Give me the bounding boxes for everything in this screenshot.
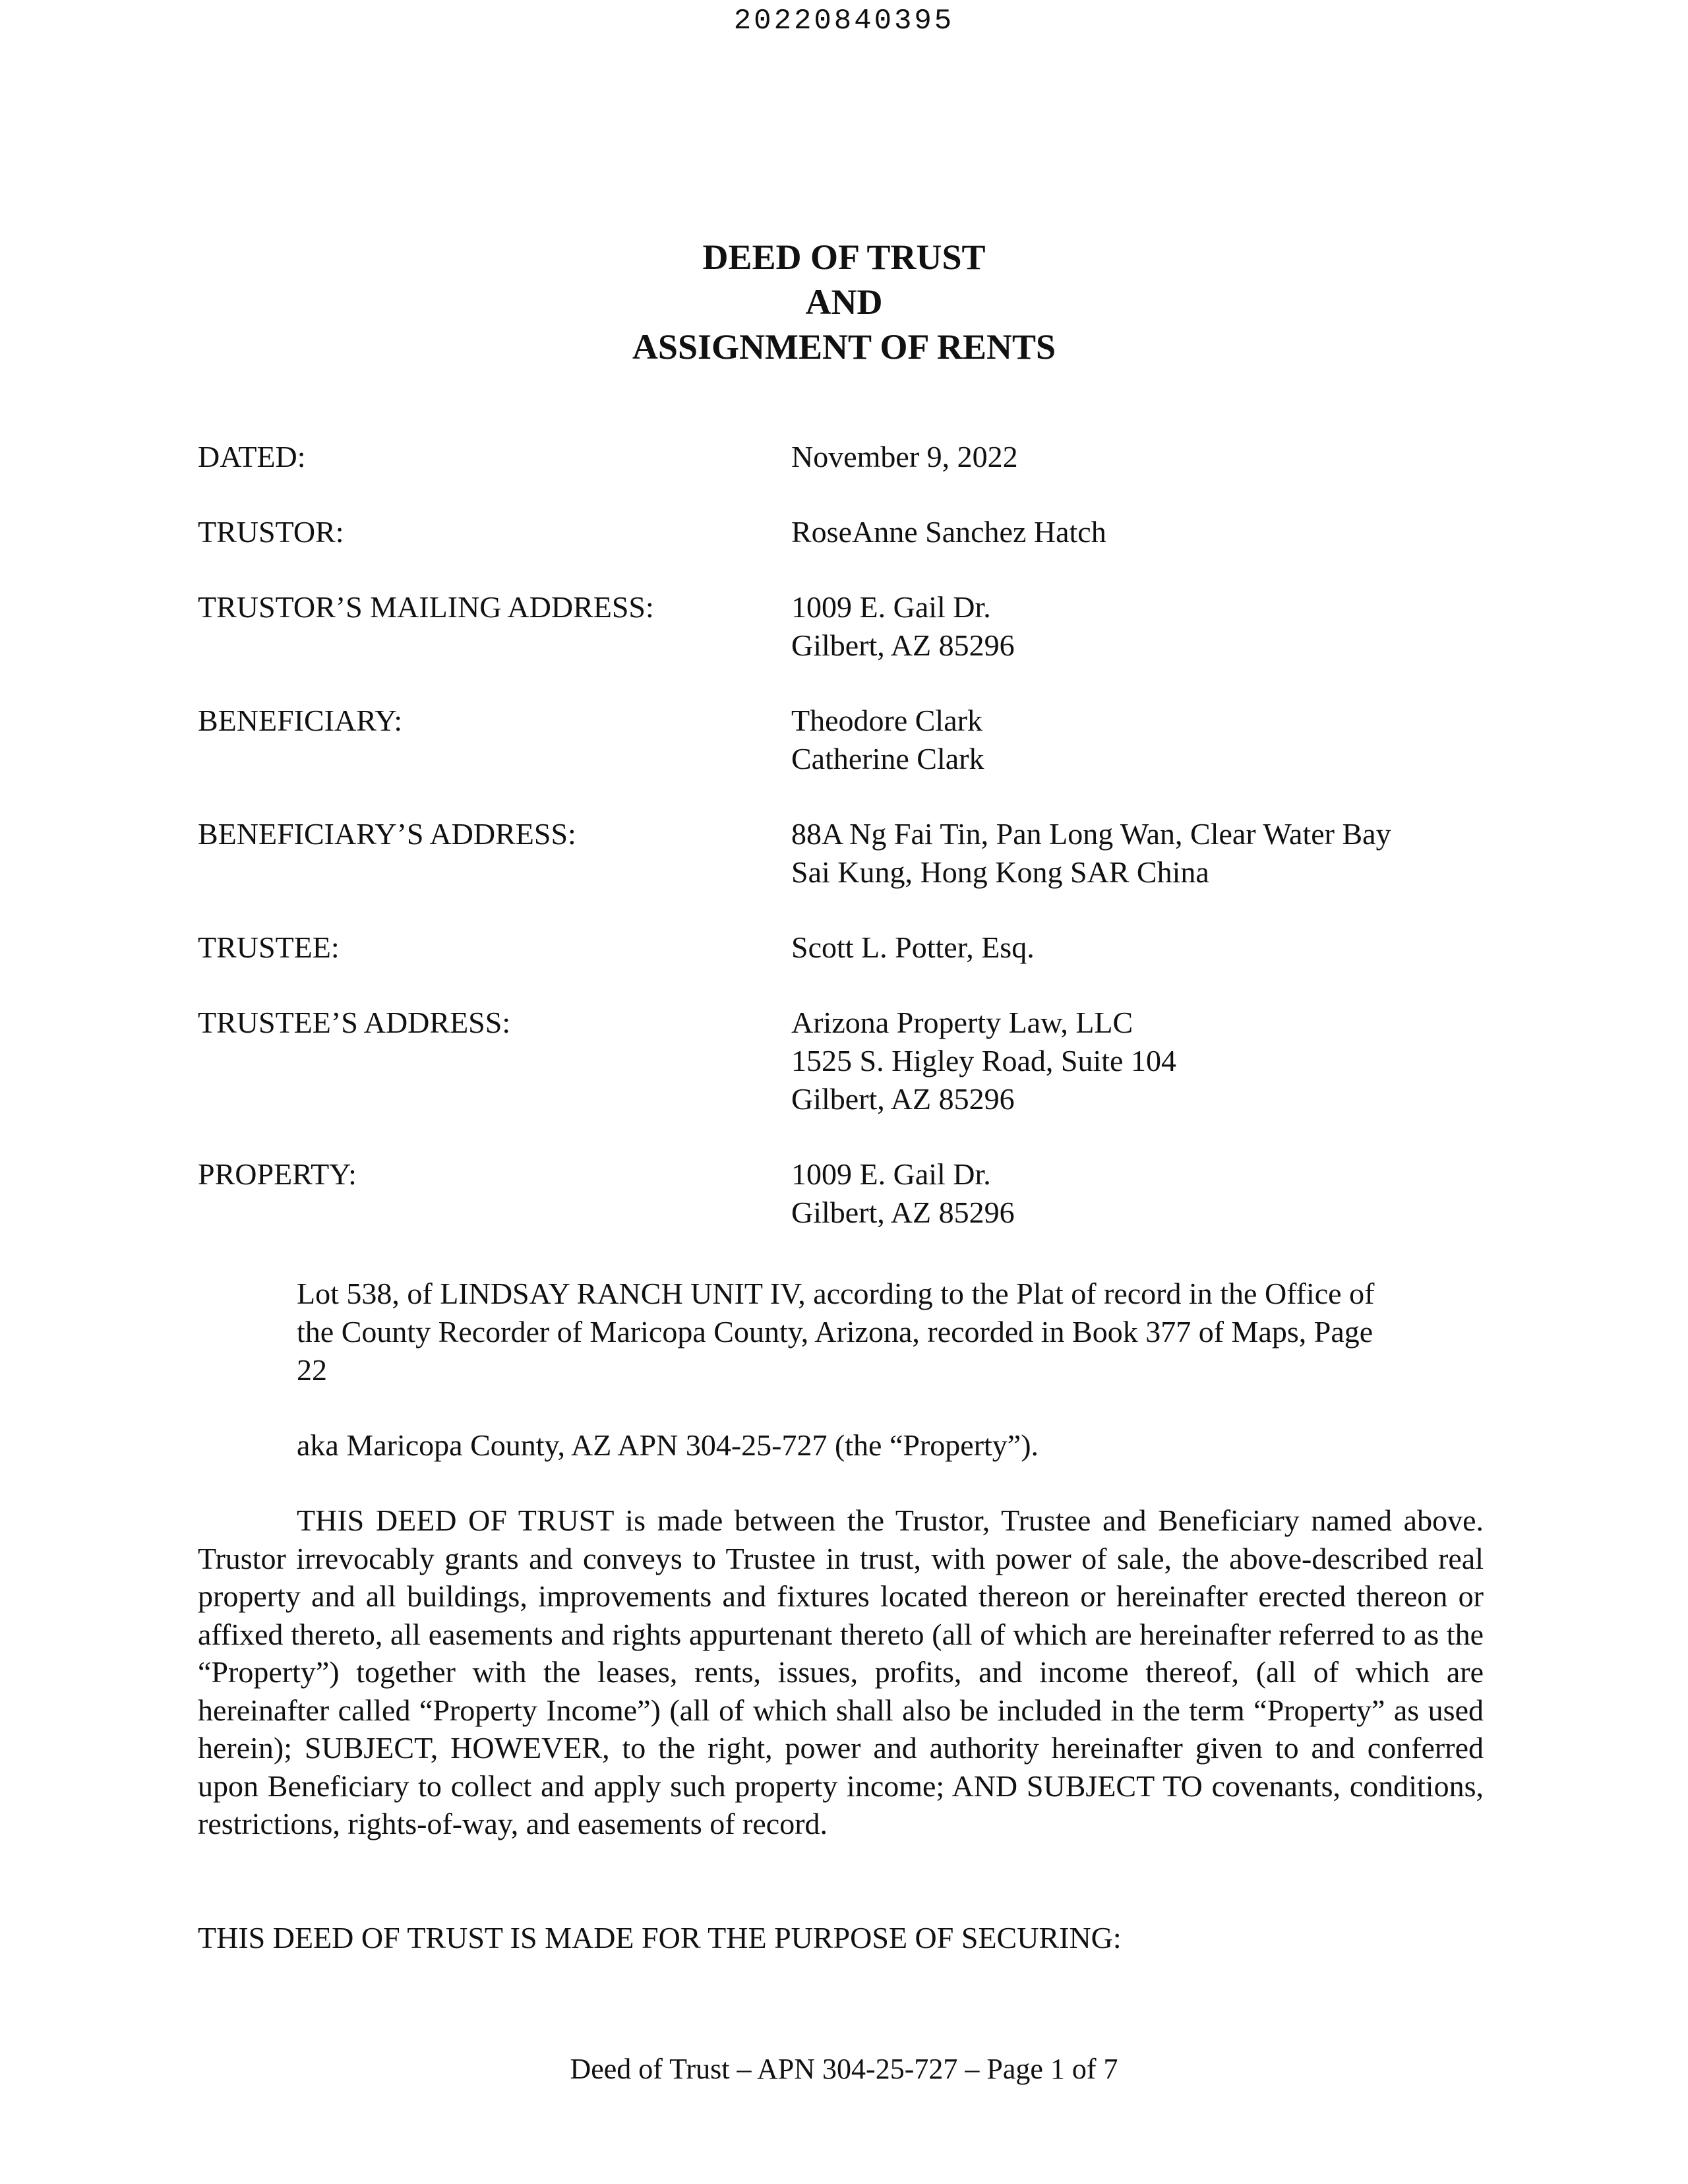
party-fields <box>198 438 1517 1269</box>
title-line-3: ASSIGNMENT OF RENTS <box>632 327 1056 367</box>
page-footer: Deed of Trust – APN 304-25-727 – Page 1 of 7 <box>570 2053 1118 2085</box>
field-value-line: Arizona Property Law, LLC <box>791 1006 1133 1039</box>
field-value-line: 1009 E. Gail Dr. <box>791 590 991 624</box>
field-label: BENEFICIARY: <box>198 704 403 737</box>
title-line-2: AND <box>805 282 883 322</box>
field-value <box>791 1155 1015 1232</box>
field-label: TRUSTEE: <box>198 930 340 964</box>
field-value-line: 1525 S. Higley Road, Suite 104 <box>791 1044 1176 1077</box>
field-value-line: Sai Kung, Hong Kong SAR China <box>791 855 1209 889</box>
field-value-line: RoseAnne Sanchez Hatch <box>791 515 1106 549</box>
securing-heading: THIS DEED OF TRUST IS MADE FOR THE PURPOSE OF SECURING: <box>198 1921 1122 1955</box>
field-value-line: 1009 E. Gail Dr. <box>791 1157 991 1191</box>
field-trustor <box>198 513 1517 551</box>
field-label: TRUSTOR’S MAILING ADDRESS: <box>198 590 654 624</box>
title-line-1: DEED OF TRUST <box>702 237 986 277</box>
field-value-line: Catherine Clark <box>791 742 984 775</box>
recording-number: 20220840395 <box>733 5 955 38</box>
field-value-line: Theodore Clark <box>791 704 982 737</box>
field-beneficiary <box>198 702 1517 778</box>
aka-apn: aka Maricopa County, AZ APN 304-25-727 (the “Property”). <box>297 1428 1039 1462</box>
field-trustor-mailing-address <box>198 588 1517 665</box>
field-value <box>791 1004 1176 1118</box>
field-property <box>198 1155 1517 1232</box>
field-value-line: Gilbert, AZ 85296 <box>791 1196 1015 1229</box>
field-trustee-address <box>198 1004 1517 1118</box>
field-label: PROPERTY: <box>198 1157 357 1191</box>
field-label: DATED: <box>198 440 306 473</box>
field-value-line: Scott L. Potter, Esq. <box>791 930 1035 964</box>
field-label: TRUSTEE’S ADDRESS: <box>198 1006 511 1039</box>
field-trustee <box>198 928 1517 967</box>
document-title <box>0 235 1688 369</box>
legal-description: Lot 538, of LINDSAY RANCH UNIT IV, according to the Plat of record in the Office of the County Recorder of Maricopa County, Arizona, recorded in Book 377 of Maps, Page 22 <box>297 1277 1375 1387</box>
field-value <box>791 702 984 778</box>
field-value-line: Gilbert, AZ 85296 <box>791 628 1015 662</box>
field-value <box>791 438 1018 476</box>
field-label: BENEFICIARY’S ADDRESS: <box>198 817 576 851</box>
field-label: TRUSTOR: <box>198 515 344 549</box>
field-value-line: Gilbert, AZ 85296 <box>791 1082 1015 1116</box>
field-value <box>791 928 1035 967</box>
field-value <box>791 513 1106 551</box>
field-value <box>791 588 1015 665</box>
field-value-line: November 9, 2022 <box>791 440 1018 473</box>
field-value-line: 88A Ng Fai Tin, Pan Long Wan, Clear Water Bay <box>791 817 1391 851</box>
grant-paragraph: THIS DEED OF TRUST is made between the Trustor, Trustee and Beneficiary named above. Trustor irrevocably grants and conveys to Trustee in trust, with power of sale, the above-described real property and all buildings, improvements and fixtures located thereon or hereinafter erected thereon or affixed thereto, all easements and rights appurtenant thereto (all of which are hereinafter referred to as the “Property”) together with the leases, rents, issues, profits, and income thereof, (all of which are hereinafter called “Property Income”) (all of which shall also be included in the term “Property” as used herein); SUBJECT, HOWEVER, to the right, power and authority hereinafter given to and conferred upon Beneficiary to collect and apply such property income; AND SUBJECT TO covenants, conditions, restrictions, rights-of-way, and easements of record. <box>198 1503 1484 1840</box>
field-beneficiary-address <box>198 815 1517 892</box>
field-dated <box>198 438 1517 476</box>
field-value <box>791 815 1391 892</box>
